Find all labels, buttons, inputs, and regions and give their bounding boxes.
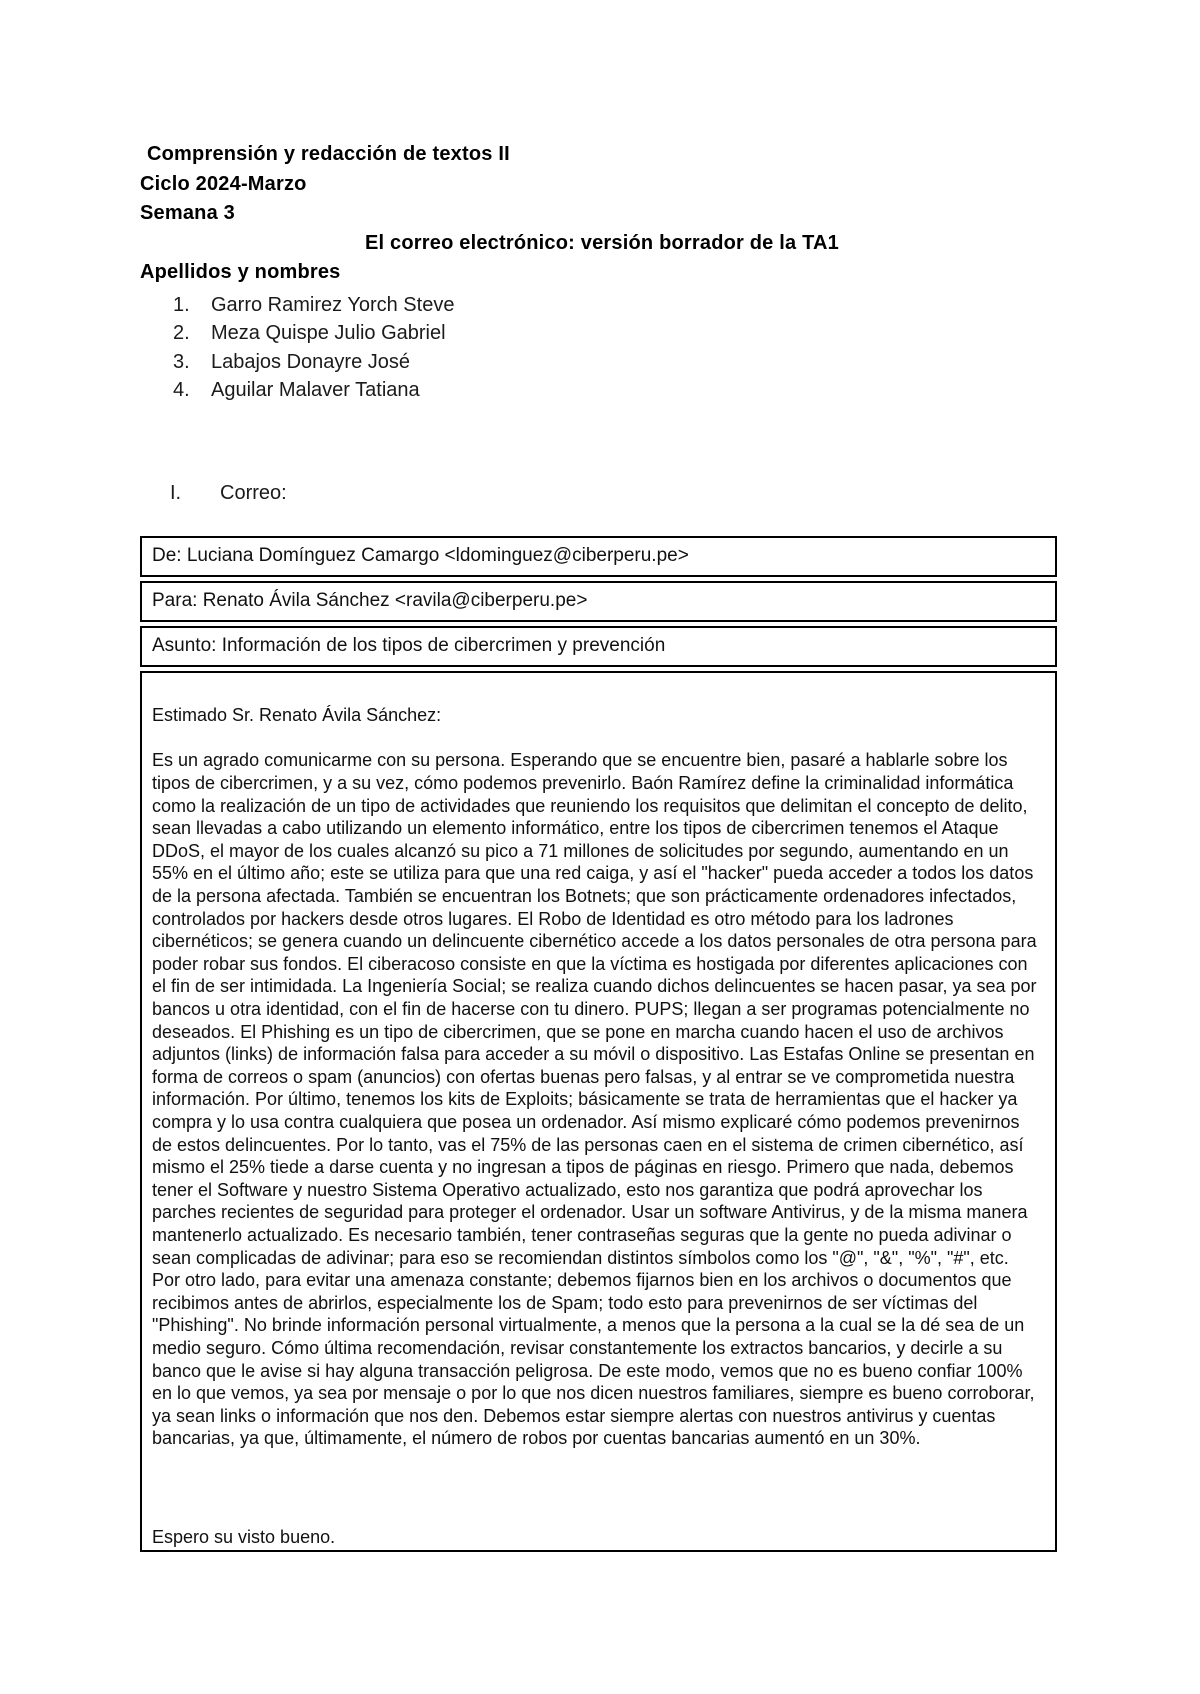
list-number: 4. xyxy=(173,379,190,402)
section-label: Correo: xyxy=(220,481,287,504)
student-name-item xyxy=(140,348,1064,377)
student-name: Labajos Donayre José xyxy=(211,350,411,373)
cycle-line: Ciclo 2024-Marzo xyxy=(140,172,307,195)
student-name-item xyxy=(140,291,1064,320)
list-number: 2. xyxy=(173,322,190,345)
names-heading: Apellidos y nombres xyxy=(140,261,341,283)
student-name-item xyxy=(140,319,1064,348)
week-line: Semana 3 xyxy=(140,202,235,224)
email-from-row xyxy=(140,536,1057,577)
email-subject-text: Asunto: Información de los tipos de cibercrimen y prevención xyxy=(152,635,666,657)
course-title: Comprensión y redacción de textos II xyxy=(147,143,510,165)
email-to-text: Para: Renato Ávila Sánchez <ravila@ciberperu.pe> xyxy=(152,590,588,612)
student-name: Meza Quispe Julio Gabriel xyxy=(211,322,446,345)
email-closing: Espero su visto bueno. xyxy=(152,1526,336,1547)
student-name: Garro Ramirez Yorch Steve xyxy=(211,293,455,316)
email-greeting: Estimado Sr. Renato Ávila Sánchez: xyxy=(152,704,442,725)
list-number: 3. xyxy=(173,350,190,373)
email-body-cell xyxy=(140,671,1057,1552)
email-body-text: Es un agrado comunicarme con su persona. Esperando que se encuentre bien, pasaré a hablarle sobre los tipos de cibercrimen, y a su vez, cómo podemos prevenirlo. Baón Ramírez define la criminalidad informática como la realización de un tipo de actividades que reuniendo los requisitos que delimitan el concepto de delito, sean llevadas a cabo utilizando un elemento informático, entre los tipos de cibercrimen tenemos el Ataque DDoS, el mayor de los cuales alcanzó su pico a 71 millones de solicitudes por segundo, aumentando en un 55% en el último año; este se utiliza para que una red caiga, y así el "hacker" pueda acceder a todos los datos de la persona afectada. También se encuentran los Botnets; que son prácticamente ordenadores infectados, controlados por hackers desde otros lugares. El Robo de Identidad es otro método para los ladrones cibernéticos; se genera cuando un delincuente cibernético accede a los datos personales de otra persona para poder robar sus fondos. El ciberacoso consiste en que la víctima es hostigada por diferentes aplicaciones con el fin de ser intimidada. La Ingeniería Social; se realiza cuando dichos delincuentes se hacen pasar, ya sea por bancos u otra identidad, con el fin de hacerse con tu dinero. PUPS; llegan a ser programas potencialmente no deseados. El Phishing es un tipo de cibercrimen, que se pone en marcha cuando hacen el uso de archivos adjuntos (links) de información falsa para acceder a su móvil o dispositivo. Las Estafas Online se presentan en forma de correos o spam (anuncios) con ofertas buenas pero falsas, y al entrar se ve comprometida nuestra información. Por último, tenemos los kits de Exploits; básicamente se trata de herramientas que el hacker ya compra y lo usa contra cualquiera que posea un ordenador. Así mismo explicaré cómo podemos prevenirnos de estos delincuentes. Por lo tanto, vas el 75% de las personas caen en el sistema de crimen cibernético, así mismo el 25% tiede a darse cuenta y no ingresan a tipos de páginas en riesgo. Primero que nada, debemos tener el Software y nuestro Sistema Operativo actualizado, esto nos garantiza que podrá aprovechar los parches recientes de seguridad para proteger el ordenador. Usar un software Antivirus, y de la misma manera mantenerlo actualizado. Es necesario también, tener contraseñas seguras que la gente no pueda adivinar o sean complicadas de adivinar; para eso se recomiendan distintos símbolos como los "@", "&", "%", "#", etc. Por otro lado, para evitar una amenaza constante; debemos fijarnos bien en los archivos o documentos que recibimos antes de abrirlos, especialmente los de Spam; todo esto para prevenirnos de ser víctimas del "Phishing". No brinde información personal virtualmente, a menos que la persona a la cual se la dé sea de un medio seguro. Cómo última recomendación, revisar constantemente los extractos bancarios, y decirle a su banco que le avise si hay alguna transacción peligrosa. De este modo, vemos que no es bueno confiar 100% en lo que vemos, ya sea por mensaje o por lo que nos dicen nuestros familiares, siempre es bueno corroborar, ya sean links o información que nos den. Debemos estar siempre alertas con nuestros antivirus y cuentas bancarias, ya que, últimamente, el número de robos por cuentas bancarias aumentó en un 30%. xyxy=(152,750,1037,1449)
student-names-list xyxy=(140,291,1064,405)
email-to-row xyxy=(140,581,1057,622)
document-header xyxy=(140,140,1064,405)
email-subject-row xyxy=(140,626,1057,667)
section-heading xyxy=(140,481,1200,505)
assignment-title: El correo electrónico: versión borrador de la TA1 xyxy=(365,231,839,254)
email-from-text: De: Luciana Domínguez Camargo <ldominguez@ciberperu.pe> xyxy=(152,545,689,567)
email-table xyxy=(140,536,1057,1552)
list-number: 1. xyxy=(173,293,190,316)
section-roman-numeral: I. xyxy=(170,481,182,504)
student-name: Aguilar Malaver Tatiana xyxy=(211,379,420,402)
student-name-item xyxy=(140,376,1064,405)
